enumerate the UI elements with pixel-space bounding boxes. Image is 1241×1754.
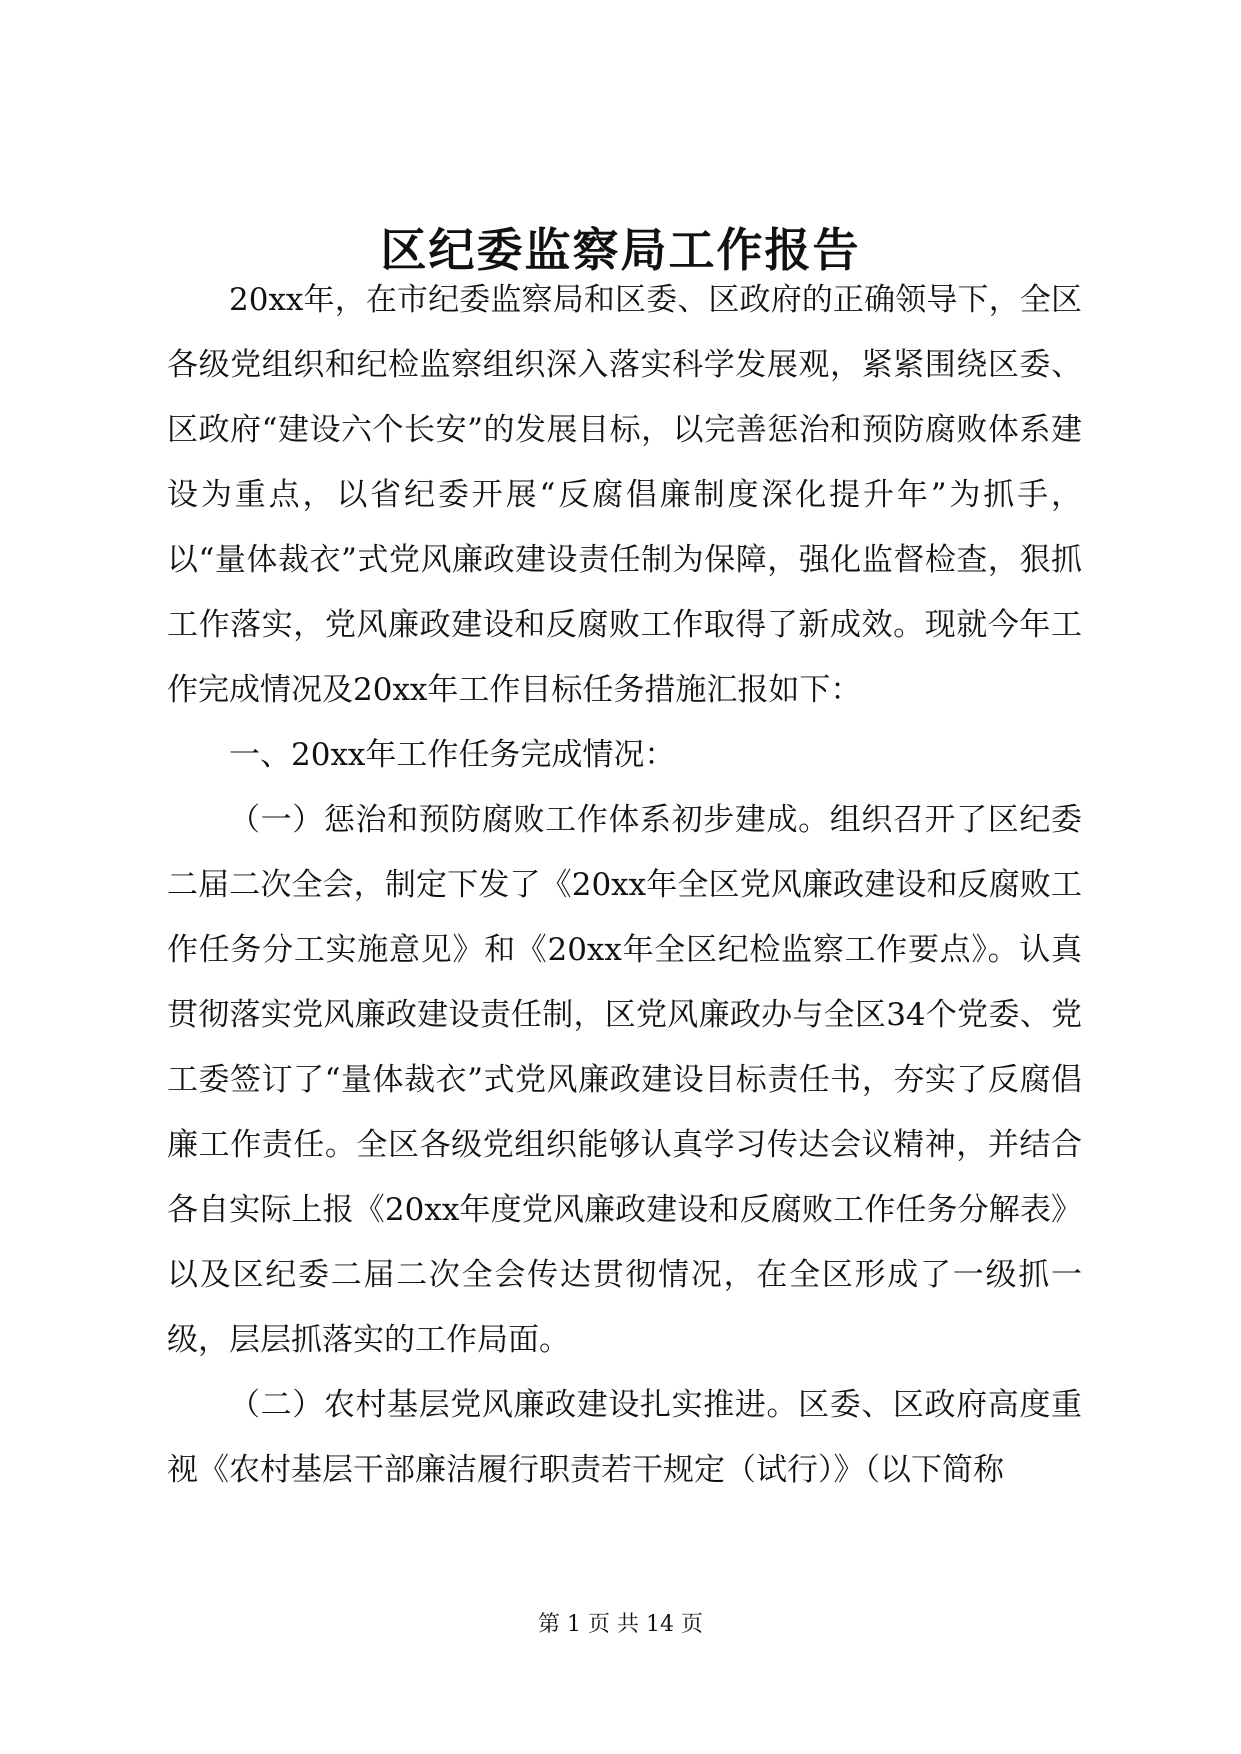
section-heading-1: 一、20xx年工作任务完成情况：	[229, 737, 676, 773]
page-number-footer: 第 1 页 共 14 页	[538, 1612, 703, 1637]
document-body	[167, 268, 1082, 1503]
document-title: 区纪委监察局工作报告	[380, 223, 861, 277]
paragraph-item-1: （一）惩治和预防腐败工作体系初步建成。组织召开了区纪委二届二次全会，制定下发了《20xx年全区党风廉政建设和反腐败工作任务分工实施意见》和《20xx年全区纪检监察工作要点》。认真贯彻落实党风廉政建设责任制，区党风廉政办与全区34个党委、党工委签订了“量体裁衣”式党风廉政建设目标责任书，夯实了反腐倡廉工作责任。全区各级党组织能够认真学习传达会议精神，并结合各自实际上报《20xx年度党风廉政建设和反腐败工作任务分解表》以及区纪委二届二次全会传达贯彻情况，在全区形成了一级抓一级，层层抓落实的工作局面。	[167, 802, 1082, 1358]
paragraph-item-2: （二）农村基层党风廉政建设扎实推进。区委、区政府高度重视《农村基层干部廉洁履行职责若干规定（试行）》（以下简称	[167, 1387, 1082, 1488]
paragraph-intro: 20xx年，在市纪委监察局和区委、区政府的正确领导下，全区各级党组织和纪检监察组织深入落实科学发展观，紧紧围绕区委、区政府“建设六个长安”的发展目标，以完善惩治和预防腐败体系建设为重点，以省纪委开展“反腐倡廉制度深化提升年”为抓手，以“量体裁衣”式党风廉政建设责任制为保障，强化监督检查，狠抓工作落实，党风廉政建设和反腐败工作取得了新成效。现就今年工作完成情况及20xx年工作目标任务措施汇报如下：	[167, 282, 1082, 708]
